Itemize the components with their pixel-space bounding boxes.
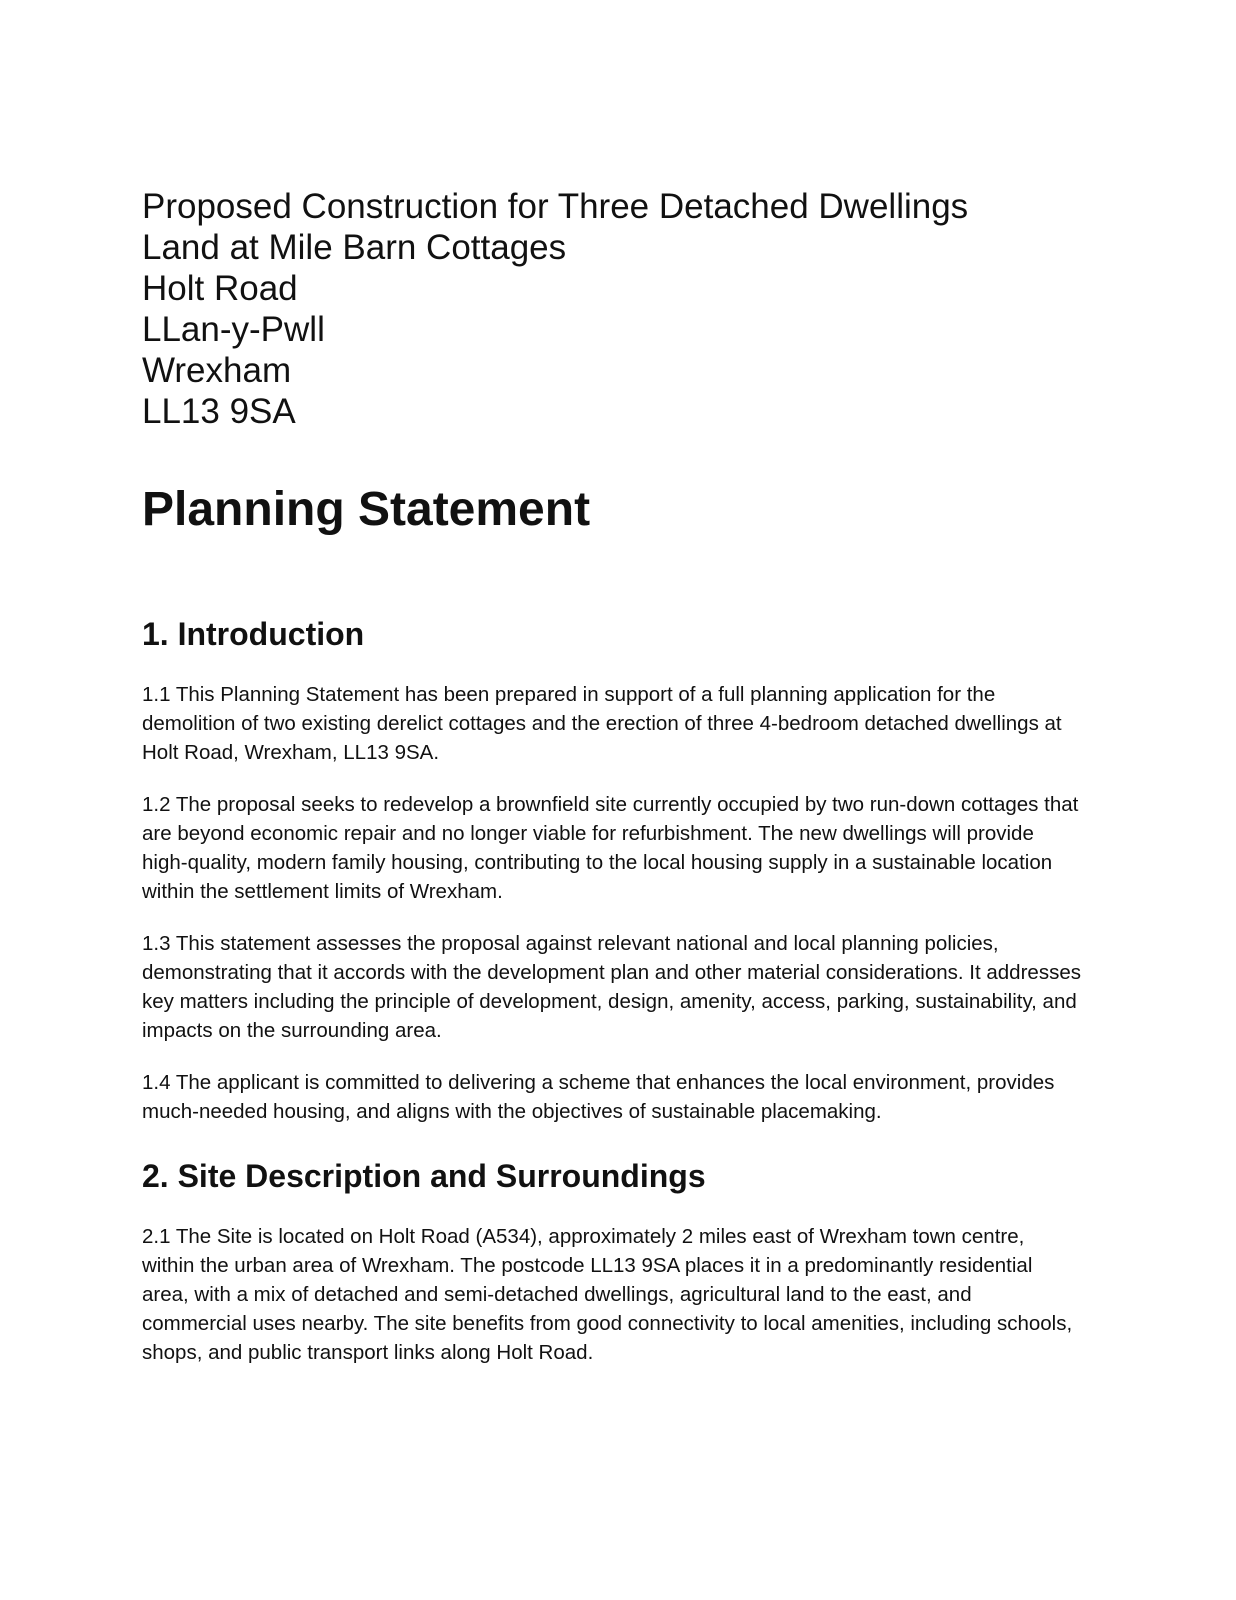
locality-line: LLan-y-Pwll: [142, 310, 325, 349]
town-line: Wrexham: [142, 351, 292, 390]
site-name-line: Land at Mile Barn Cottages: [142, 228, 567, 267]
postcode-line: LL13 9SA: [142, 392, 296, 431]
paragraph-1-3: 1.3 This statement assesses the proposal against relevant national and local planning policies, demonstrating that it accords with the development plan and other material considerations. It addresses key matters including the principle of development, design, amenity, access, parking, sustainability, and impacts on the surrounding area.: [142, 932, 1081, 1042]
paragraph-1-4: 1.4 The applicant is committed to delivering a scheme that enhances the local environment, provides much-needed housing, and aligns with the objectives of sustainable placemaking.: [142, 1071, 1055, 1123]
project-title-line: Proposed Construction for Three Detached Dwellings: [142, 187, 969, 226]
document-title: Planning Statement: [142, 483, 591, 536]
project-address-block: [142, 186, 1082, 432]
paragraph-2-1: 2.1 The Site is located on Holt Road (A534), approximately 2 miles east of Wrexham town centre, within the urban area of Wrexham. The postcode LL13 9SA places it in a predominantly residential area, with a mix of detached and semi-detached dwellings, agricultural land to the east, and commercial uses nearby. The site benefits from good connectivity to local amenities, including schools, shops, and public transport links along Holt Road.: [142, 1225, 1073, 1364]
paragraph-1-2: 1.2 The proposal seeks to redevelop a brownfield site currently occupied by two run-down cottages that are beyond economic repair and no longer viable for refurbishment. The new dwellings will provide high-quality, modern family housing, contributing to the local housing supply in a sustainable location within the settlement limits of Wrexham.: [142, 793, 1079, 903]
paragraph-1-1: 1.1 This Planning Statement has been prepared in support of a full planning application for the demolition of two existing derelict cottages and the erection of three 4-bedroom detached dwellings at Holt Road, Wrexham, LL13 9SA.: [142, 683, 1062, 764]
section-heading-introduction: 1. Introduction: [142, 616, 365, 652]
document-page: [142, 186, 1082, 1367]
section-heading-site-description: 2. Site Description and Surroundings: [142, 1158, 706, 1194]
street-line: Holt Road: [142, 269, 298, 308]
